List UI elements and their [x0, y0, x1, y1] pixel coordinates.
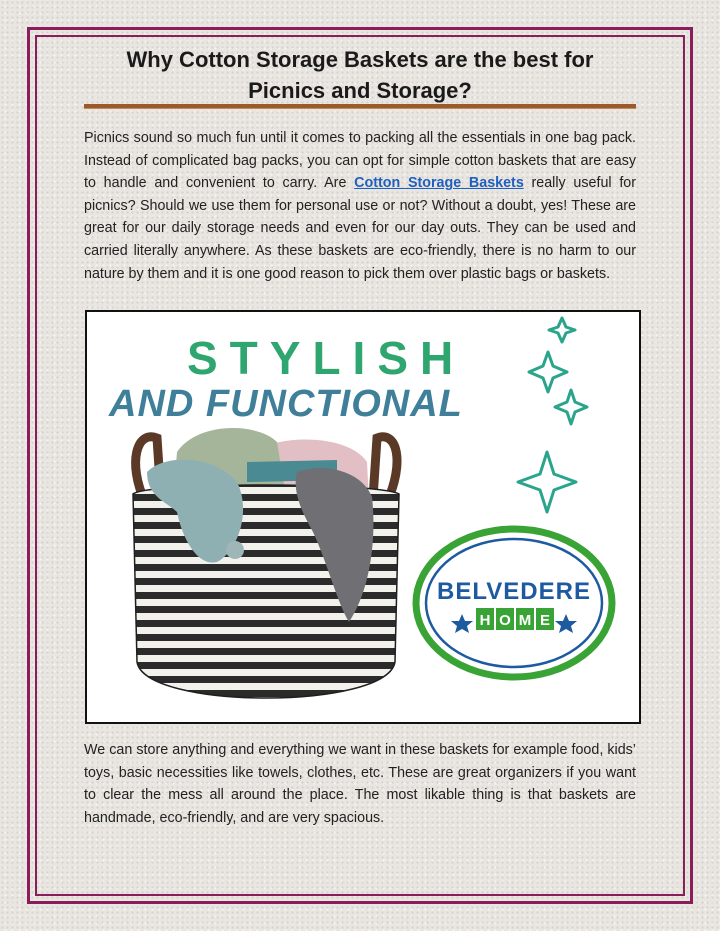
and-functional-subheadline: AND FUNCTIONAL: [109, 383, 463, 425]
title-line-2: Picnics and Storage?: [248, 78, 472, 103]
logo-brand-text: BELVEDERE: [437, 578, 591, 605]
intro-text-after-link: really useful for picnics? Should we use them for personal use or not? Without a doubt, yes! These are great for our daily storage needs and even for our day outs. They can be used and carried literally anywhere. As these baskets are eco-friendly, there is no harm to our nature by them and it is one good reason to pick them over plastic bags or baskets.: [84, 175, 637, 282]
home-letter: H: [479, 612, 491, 629]
title-line-1: Why Cotton Storage Baskets are the best for: [126, 47, 594, 72]
sparkle-icon: [549, 318, 575, 342]
cotton-storage-baskets-link[interactable]: Cotton Storage Baskets: [354, 175, 524, 192]
belvedere-home-logo: [416, 529, 612, 677]
stylish-headline: STYLISH: [187, 332, 466, 384]
intro-text-before-link: Picnics sound so much fun until it comes to packing all the essentials in one bag pack. Instead of complicated bag packs, you can opt for simple cotton baskets that are easy to handle and convenient to carry. Are: [84, 130, 636, 192]
pompom: [226, 541, 244, 559]
intro-paragraph: [84, 127, 636, 285]
sparkle-icon: [529, 352, 567, 392]
home-letter: E: [539, 612, 551, 629]
sparkle-icon: [555, 390, 587, 424]
home-letter: M: [518, 612, 532, 629]
sparkle-icons: [518, 318, 587, 512]
page-title: [80, 44, 640, 106]
sparkle-icon: [518, 452, 576, 512]
title-underline: [84, 104, 636, 109]
closing-paragraph: We can store anything and everything we want in these baskets for example food, kids’ toys, basic necessities like towels, clothes, etc. These are great organizers if you want to clear the mess all around the place. The most likable thing is that baskets are handmade, eco-friendly, and are very spacious.: [84, 742, 636, 826]
product-image: [85, 310, 641, 724]
home-letter: O: [499, 612, 511, 629]
